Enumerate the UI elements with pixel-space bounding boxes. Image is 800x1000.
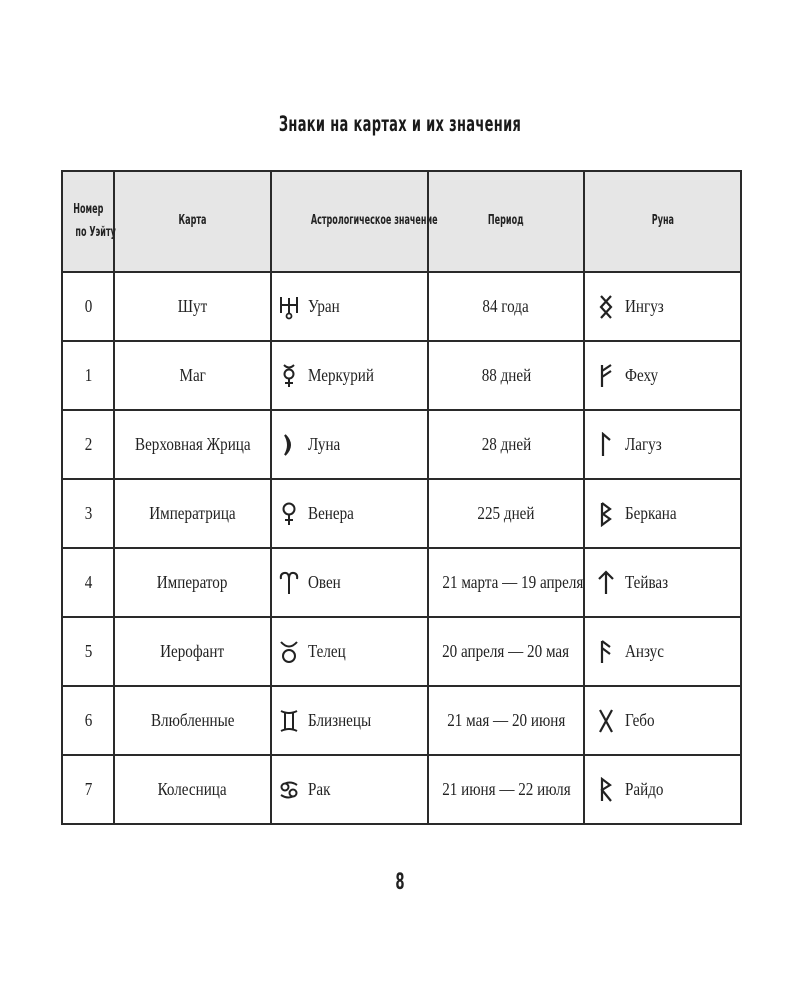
cell-rune: Райдо <box>584 755 741 824</box>
cell-rune: Тейваз <box>584 548 741 617</box>
cell-rune: Ингуз <box>584 272 741 341</box>
cell-number: 2 <box>62 410 114 479</box>
cell-astro: Телец <box>271 617 428 686</box>
table-row <box>62 410 741 479</box>
card-signs-table <box>61 170 742 825</box>
cell-rune: Анзус <box>584 617 741 686</box>
cell-period: 21 марта — 19 апреля <box>428 548 584 617</box>
cell-astro: Рак <box>271 755 428 824</box>
cancer-icon <box>278 777 300 803</box>
header-rune: Руна <box>584 171 741 272</box>
table-row <box>62 479 741 548</box>
aries-icon <box>278 570 300 596</box>
table-row <box>62 755 741 824</box>
cell-astro: Меркурий <box>271 341 428 410</box>
header-number-line1: Номер <box>72 202 104 218</box>
cell-number: 7 <box>62 755 114 824</box>
taurus-icon <box>278 639 300 665</box>
cell-astro: Овен <box>271 548 428 617</box>
cell-rune: Лагуз <box>584 410 741 479</box>
cell-astro: Венера <box>271 479 428 548</box>
cell-card: Императрица <box>114 479 271 548</box>
gemini-icon <box>278 708 300 734</box>
table-row <box>62 617 741 686</box>
berkana-rune-icon <box>595 501 617 527</box>
cell-number: 6 <box>62 686 114 755</box>
table-row <box>62 548 741 617</box>
ansuz-rune-icon <box>595 639 617 665</box>
cell-card: Влюбленные <box>114 686 271 755</box>
laguz-rune-icon <box>595 432 617 458</box>
page-title: Знаки на картах и их значения <box>278 112 522 136</box>
tiwaz-rune-icon <box>595 570 617 596</box>
cell-period: 225 дней <box>428 479 584 548</box>
mercury-icon <box>278 363 300 389</box>
cell-number: 1 <box>62 341 114 410</box>
cell-astro: Близнецы <box>271 686 428 755</box>
header-period: Период <box>428 171 584 272</box>
ingwaz-rune-icon <box>595 294 617 320</box>
moon-icon <box>278 432 300 458</box>
header-card: Карта <box>114 171 271 272</box>
cell-rune: Гебо <box>584 686 741 755</box>
venus-icon <box>278 501 300 527</box>
cell-period: 28 дней <box>428 410 584 479</box>
table-header-row <box>62 171 741 272</box>
cell-card: Император <box>114 548 271 617</box>
header-number-line2: по Уэйту <box>75 224 116 240</box>
cell-period: 21 мая — 20 июня <box>428 686 584 755</box>
cell-astro: Луна <box>271 410 428 479</box>
header-astro: Астрологическое значение <box>271 171 428 272</box>
cell-period: 20 апреля — 20 мая <box>428 617 584 686</box>
cell-number: 4 <box>62 548 114 617</box>
table-row <box>62 272 741 341</box>
page-number: 8 <box>395 870 405 895</box>
cell-period: 88 дней <box>428 341 584 410</box>
cell-card: Колесница <box>114 755 271 824</box>
gebo-rune-icon <box>595 708 617 734</box>
cell-period: 84 года <box>428 272 584 341</box>
table-row <box>62 341 741 410</box>
cell-astro: Уран <box>271 272 428 341</box>
cell-number: 5 <box>62 617 114 686</box>
cell-rune: Феху <box>584 341 741 410</box>
uranus-icon <box>278 294 300 320</box>
cell-card: Верховная Жрица <box>114 410 271 479</box>
cell-number: 0 <box>62 272 114 341</box>
cell-period: 21 июня — 22 июля <box>428 755 584 824</box>
raido-rune-icon <box>595 777 617 803</box>
cell-card: Маг <box>114 341 271 410</box>
cell-card: Шут <box>114 272 271 341</box>
cell-card: Иерофант <box>114 617 271 686</box>
fehu-rune-icon <box>595 363 617 389</box>
cell-rune: Беркана <box>584 479 741 548</box>
table-row <box>62 686 741 755</box>
cell-number: 3 <box>62 479 114 548</box>
header-number <box>62 171 114 272</box>
